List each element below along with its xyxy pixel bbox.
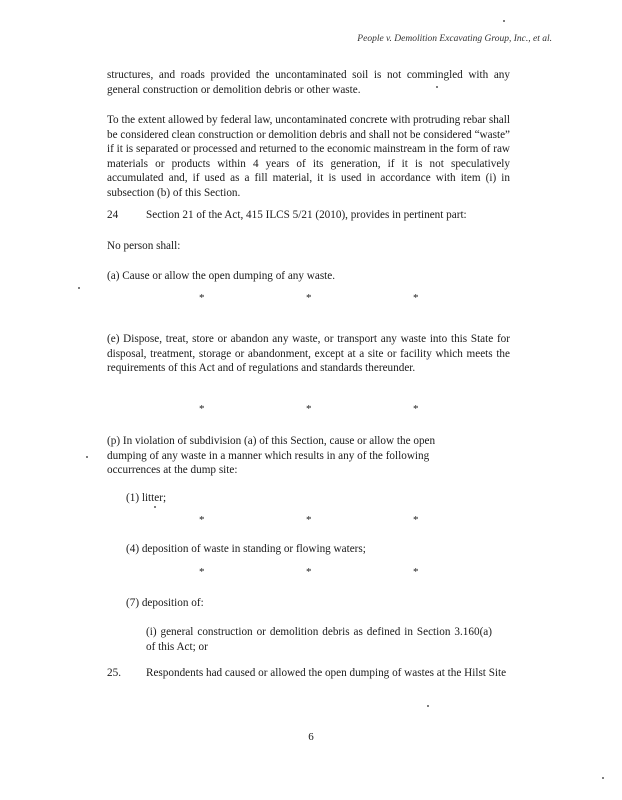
ellipsis-asterisk: * xyxy=(306,292,312,304)
ellipsis-asterisk: * xyxy=(306,403,312,415)
item-24-text: Section 21 of the Act, 415 ILCS 5/21 (2010), provides in pertinent part: xyxy=(146,209,467,221)
ellipsis-asterisk: * xyxy=(413,566,419,578)
ellipsis-asterisk: * xyxy=(413,403,419,415)
page-number: 6 xyxy=(308,731,314,743)
scan-speck xyxy=(78,287,80,289)
ellipsis-asterisk: * xyxy=(413,514,419,526)
scan-speck xyxy=(503,20,505,22)
no-person-shall: No person shall: xyxy=(107,240,181,252)
clause-e: (e) Dispose, treat, store or abandon any waste, or transport any waste into this State for disposal, treatment, storage or abandonment, except at a site or facility which meets the requirements of this Act and of regulations and standards thereunder. xyxy=(107,333,510,375)
item-25-number: 25. xyxy=(107,667,121,679)
scan-speck xyxy=(427,705,429,707)
paragraph-soil-continued: structures, and roads provided the uncontaminated soil is not commingled with any general construction or demolition debris or other waste. xyxy=(107,69,510,96)
running-header: People v. Demolition Excavating Group, Inc., et al. xyxy=(357,34,552,44)
paragraph-concrete-rebar: To the extent allowed by federal law, uncontaminated concrete with protruding rebar shall be considered clean construction or demolition debris and shall not be considered “waste” if it is separated or processed and returned to the economic mainstream in the form of raw materials or products within 4 years of its generation, if it is not speculatively accumulated and, if used as a fill material, it is used in accordance with item (i) in subsection (b) of this Section. xyxy=(107,114,510,199)
ellipsis-asterisk: * xyxy=(306,566,312,578)
scan-speck xyxy=(154,506,156,508)
subclause-1-litter: (1) litter; xyxy=(126,492,167,504)
subclause-7-deposition: (7) deposition of: xyxy=(126,597,204,609)
clause-a: (a) Cause or allow the open dumping of any waste. xyxy=(107,270,336,282)
subclause-4-waters: (4) deposition of waste in standing or flowing waters; xyxy=(126,543,366,555)
item-25-text: Respondents had caused or allowed the open dumping of wastes at the Hilst Site xyxy=(146,667,507,679)
ellipsis-asterisk: * xyxy=(199,403,205,415)
ellipsis-asterisk: * xyxy=(199,514,205,526)
scan-speck xyxy=(86,456,88,458)
item-24-number: 24 xyxy=(107,209,119,221)
scan-speck xyxy=(436,86,438,88)
ellipsis-asterisk: * xyxy=(306,514,312,526)
subclause-7i-construction-debris: (i) general construction or demolition debris as defined in Section 3.160(a) of this Act; or xyxy=(146,626,492,653)
ellipsis-asterisk: * xyxy=(413,292,419,304)
scan-speck xyxy=(602,777,604,779)
ellipsis-asterisk: * xyxy=(199,566,205,578)
clause-p: (p) In violation of subdivision (a) of this Section, cause or allow the open dumping of any waste in a manner which results in any of the following occurrences at the dump site: xyxy=(107,435,436,477)
ellipsis-asterisk: * xyxy=(199,292,205,304)
